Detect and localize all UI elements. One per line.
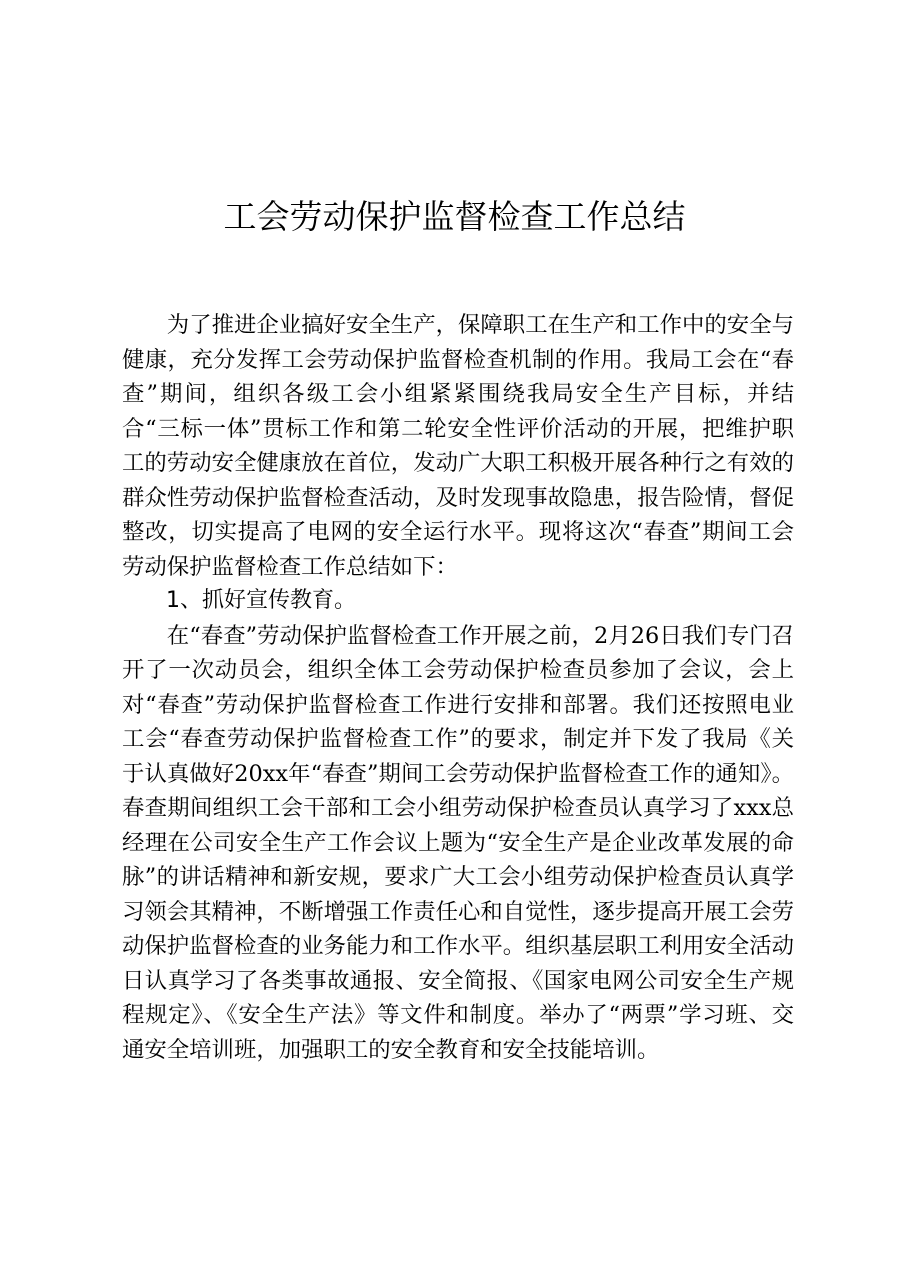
- intro-paragraph: 为了推进企业搞好安全生产，保障职工在生产和工作中的安全与健康，充分发挥工会劳动保护监督检查机制的作用。我局工会在“春查”期间，组织各级工会小组紧紧围绕我局安全生产目标，并结合“三标一体”贯标工作和第二轮安全性评价活动的开展，把维护职工的劳动安全健康放在首位，发动广大职工积极开展各种行之有效的群众性劳动保护监督检查活动，及时发现事故隐患，报告险情，督促整改，切实提高了电网的安全运行水平。现将这次“春查”期间工会劳动保护监督检查工作总结如下：: [122, 312, 794, 580]
- document-title: 工会劳动保护监督检查工作总结: [223, 197, 686, 236]
- section-paragraph: 在“春查”劳动保护监督检查工作开展之前，2月26日我们专门召开了一次动员会，组织全体工会劳动保护检查员参加了会议，会上对“春查”劳动保护监督检查工作进行安排和部署。我们还按照电业工会“春查劳动保护监督检查工作”的要求，制定并下发了我局《关于认真做好20xx年“春查”期间工会劳动保护监督检查工作的通知》。春查期间组织工会干部和工会小组劳动保护检查员认真学习了xxx总经理在公司安全生产工作会议上题为“安全生产是企业改革发展的命脉”的讲话精神和新安规，要求广大工会小组劳动保护检查员认真学习领会其精神，不断增强工作责任心和自觉性，逐步提高开展工会劳动保护监督检查的业务能力和工作水平。组织基层职工利用安全活动日认真学习了各类事故通报、安全简报、《国家电网公司安全生产规程规定》、《安全生产法》等文件和制度。举办了“两票”学习班、交通安全培训班，加强职工的安全教育和安全技能培训。: [122, 622, 794, 1063]
- document-body: [122, 308, 794, 1067]
- section-heading: 1、抓好宣传教育。: [166, 588, 356, 613]
